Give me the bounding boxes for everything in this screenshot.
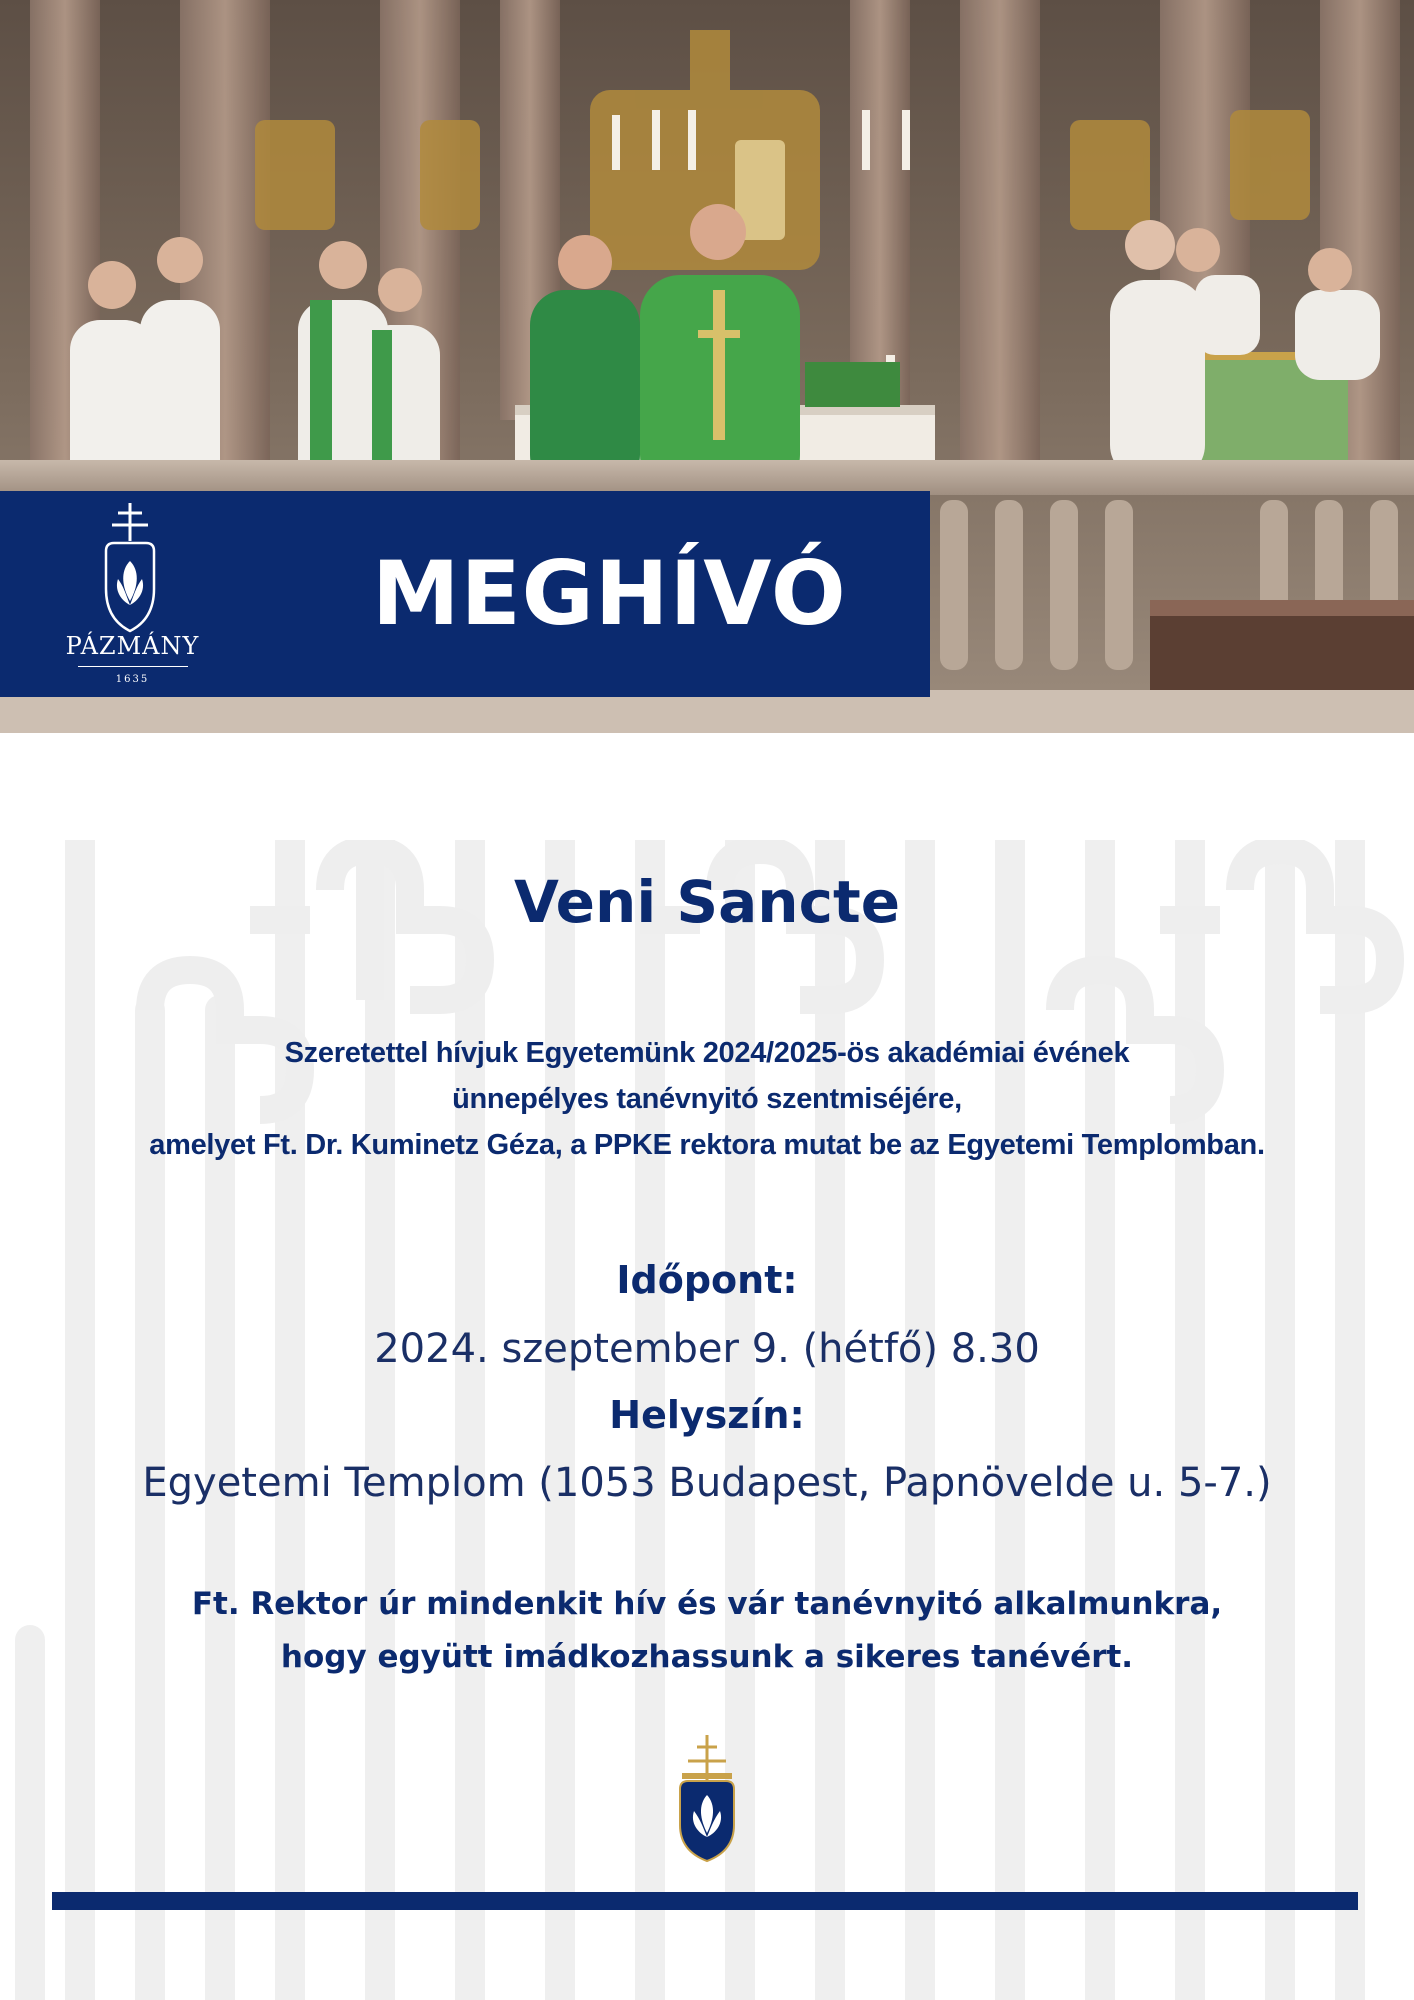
lead-line: Szeretettel hívjuk Egyetemünk 2024/2025-ös akadémiai évének	[284, 1037, 1130, 1069]
lead-line: ünnepélyes tanévnyitó szentmiséjére,	[452, 1083, 962, 1115]
footer-bar	[52, 1892, 1358, 1910]
logo-rule	[78, 666, 188, 667]
pazmany-crest-icon	[64, 501, 214, 691]
logo-year: 1635	[115, 674, 150, 685]
place-label: Helyszín:	[609, 1393, 805, 1437]
lead-line: amelyet Ft. Dr. Kuminetz Géza, a PPKE rektora mutat be az Egyetemi Templomban.	[149, 1129, 1265, 1161]
closing-message	[0, 1578, 1414, 1684]
closing-line: hogy együtt imádkozhassunk a sikeres tanévért.	[280, 1639, 1134, 1675]
title-banner	[0, 491, 930, 697]
pazmany-crest-bottom-icon	[668, 1733, 746, 1863]
invitation-heading: MEGHÍVÓ	[372, 542, 847, 645]
time-label: Időpont:	[616, 1258, 798, 1302]
invitation-lead	[0, 1030, 1414, 1168]
time-value: 2024. szeptember 9. (hétfő) 8.30	[374, 1326, 1040, 1372]
event-title: Veni Sancte	[513, 868, 901, 936]
logo-wordmark: PÁZMÁNY	[65, 632, 200, 660]
place-value: Egyetemi Templom (1053 Budapest, Papnövelde u. 5-7.)	[142, 1460, 1272, 1506]
closing-line: Ft. Rektor úr mindenkit hív és vár tanévnyitó alkalmunkra,	[191, 1586, 1223, 1622]
